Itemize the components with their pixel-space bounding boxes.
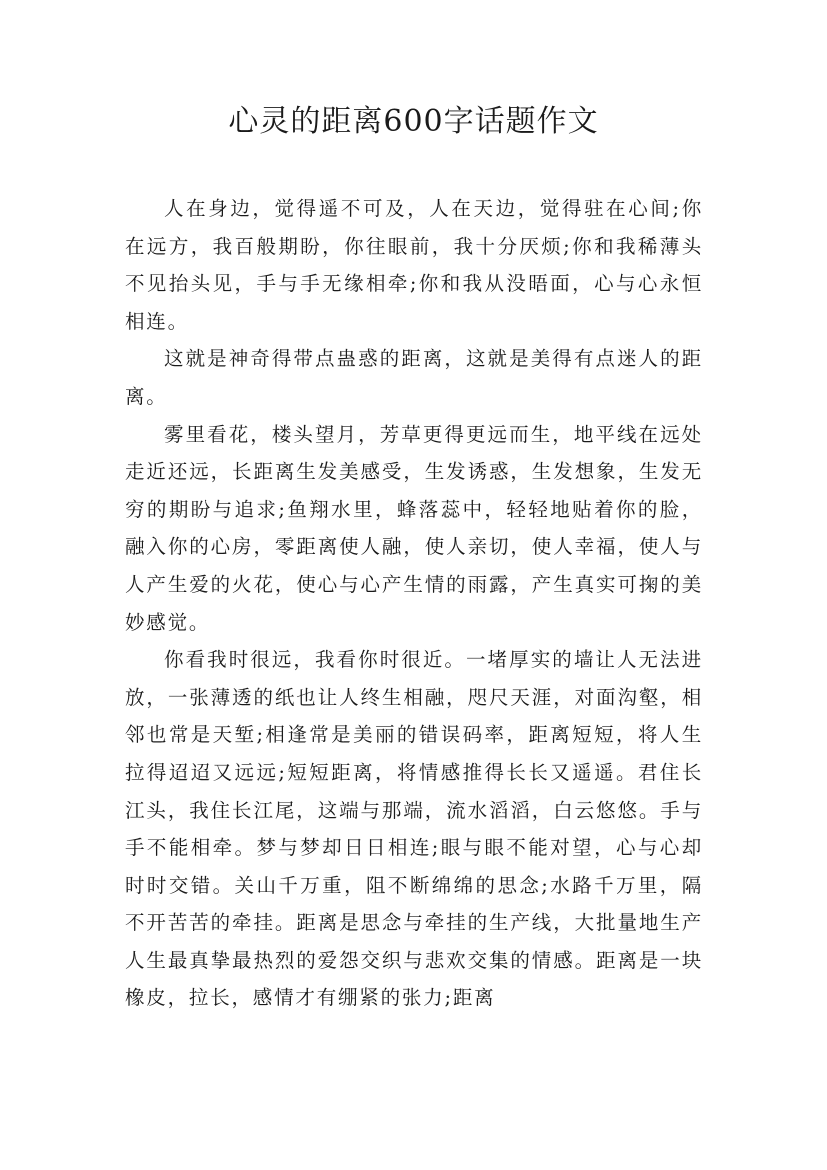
paragraph: 这就是神奇得带点蛊惑的距离，这就是美得有点迷人的距离。 bbox=[125, 347, 703, 408]
paragraph: 雾里看花，楼头望月，芳草更得更远而生，地平线在远处走近还远，长距离生发美感受，生发诱惑，生发想象，生发无穷的期盼与追求;鱼翔水里，蜂落蕊中，轻轻地贴着你的脸，融入你的心房，零距离使人融，使人亲切，使人幸福，使人与人产生爱的火花，使心与心产生情的雨露，产生真实可掬的美妙感觉。 bbox=[125, 422, 703, 634]
paragraph: 人在身边，觉得遥不可及，人在天边，觉得驻在心间;你在远方，我百般期盼，你往眼前，我十分厌烦;你和我稀薄头不见抬头见，手与手无缘相牵;你和我从没晤面，心与心永恒相连。 bbox=[125, 197, 703, 333]
paragraph: 你看我时很远，我看你时很近。一堵厚实的墙让人无法进放，一张薄透的纸也让人终生相融，咫尺天涯，对面沟壑，相邻也常是天堑;相逢常是美丽的错误码率，距离短短，将人生拉得迢迢又远远;短短距离，将情感推得长长又遥遥。君住长江头，我住长江尾，这端与那端，流水滔滔，白云悠悠。手与手不能相牵。梦与梦却日日相连;眼与眼不能对望，心与心却时时交错。关山千万重，阻不断绵绵的思念;水路千万里，隔不开苦苦的牵挂。距离是思念与牵挂的生产线，大批量地生产人生最真挚最热烈的爱怨交织与悲欢交集的情感。距离是一块橡皮，拉长，感情才有绷紧的张力;距离 bbox=[125, 648, 703, 1010]
document-title: 心灵的距离600字话题作文 bbox=[228, 104, 599, 139]
document-body bbox=[125, 190, 703, 1017]
